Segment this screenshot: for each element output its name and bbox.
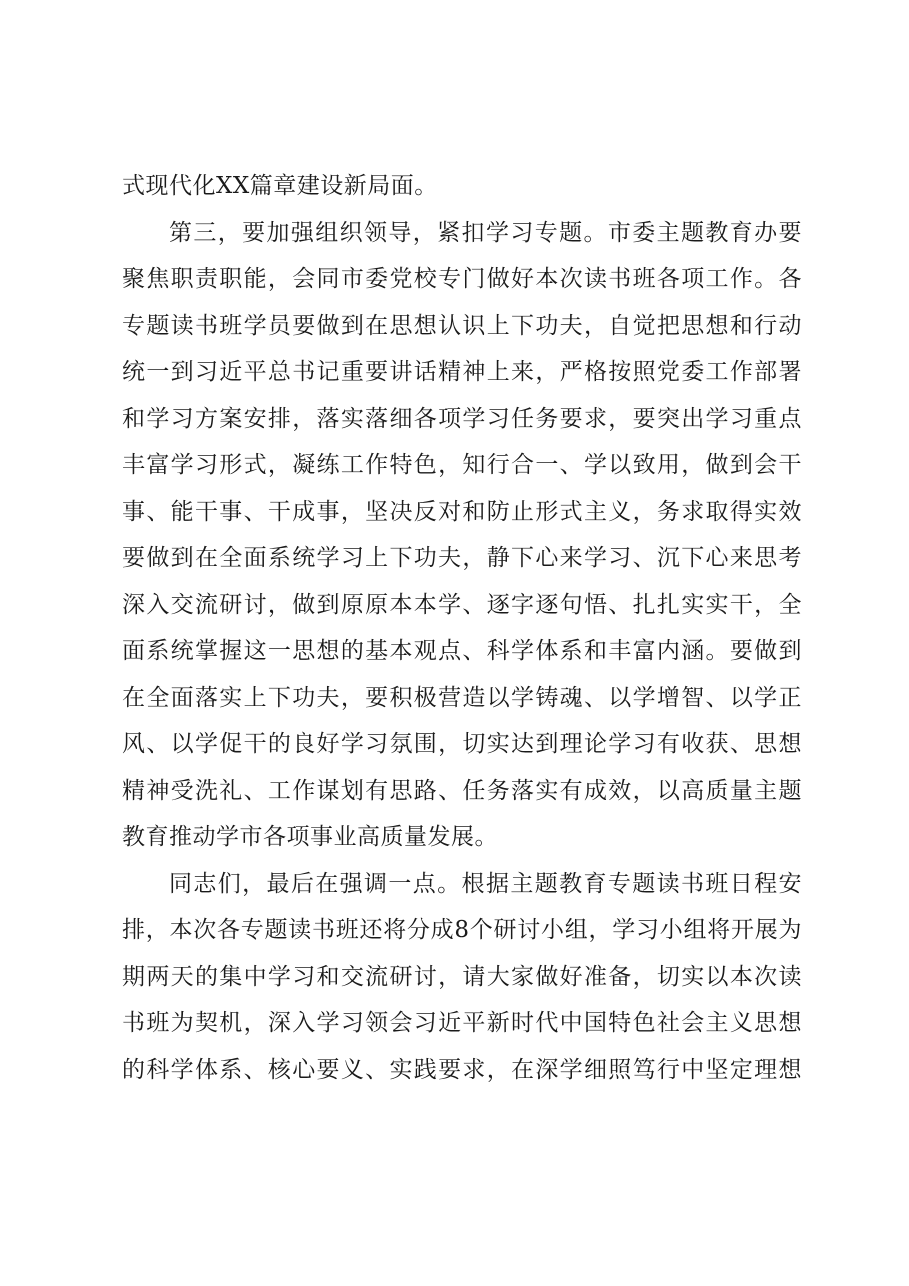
text-line: 风、以学促干的良好学习氛围，切实达到理论学习有收获、思想 — [122, 731, 802, 757]
text-line: 的科学体系、核心要义、实践要求，在深学细照笃行中坚定理想 — [122, 1056, 802, 1083]
text-line: 要做到在全面系统学习上下功夫，静下心来学习、沉下心来思考 — [122, 545, 802, 571]
text-line: 统一到习近平总书记重要讲话精神上来，严格按照党委工作部署 — [122, 359, 802, 385]
text-line: 书班为契机，深入学习领会习近平新时代中国特色社会主义思想 — [122, 1010, 802, 1036]
text-line: 精神受洗礼、工作谋划有思路、任务落实有成效，以高质量主题 — [122, 777, 802, 804]
text-line: 排，本次各专题读书班还将分成8个研讨小组，学习小组将开展为 — [122, 917, 802, 943]
text-line: 聚焦职责职能，会同市委党校专门做好本次读书班各项工作。各 — [122, 266, 802, 292]
text-line: 教育推动学市各项事业高质量发展。 — [122, 824, 498, 850]
text-line: 第三，要加强组织领导，紧扣学习专题。市委主题教育办要 — [169, 219, 802, 246]
text-line: 在全面落实上下功夫，要积极营造以学铸魂、以学增智、以学正 — [122, 684, 802, 711]
text-line: 期两天的集中学习和交流研讨，请大家做好准备，切实以本次读 — [122, 963, 802, 990]
text-line: 事、能干事、干成事，坚决反对和防止形式主义，务求取得实效 — [122, 498, 802, 525]
document-body — [122, 163, 802, 1093]
text-line: 面系统掌握这一思想的基本观点、科学体系和丰富内涵。要做到 — [122, 638, 802, 664]
text-line: 同志们，最后在强调一点。根据主题教育专题读书班日程安 — [169, 870, 802, 897]
text-line: 和学习方案安排，落实落细各项学习任务要求，要突出学习重点 — [122, 405, 802, 432]
text-line: 专题读书班学员要做到在思想认识上下功夫，自觉把思想和行动 — [122, 312, 802, 339]
text-line: 式现代化XX篇章建设新局面。 — [122, 173, 438, 199]
text-line: 深入交流研讨，做到原原本本学、逐字逐句悟、扎扎实实干，全 — [122, 591, 802, 618]
text-line: 丰富学习形式，凝练工作特色，知行合一、学以致用，做到会干 — [122, 452, 802, 478]
